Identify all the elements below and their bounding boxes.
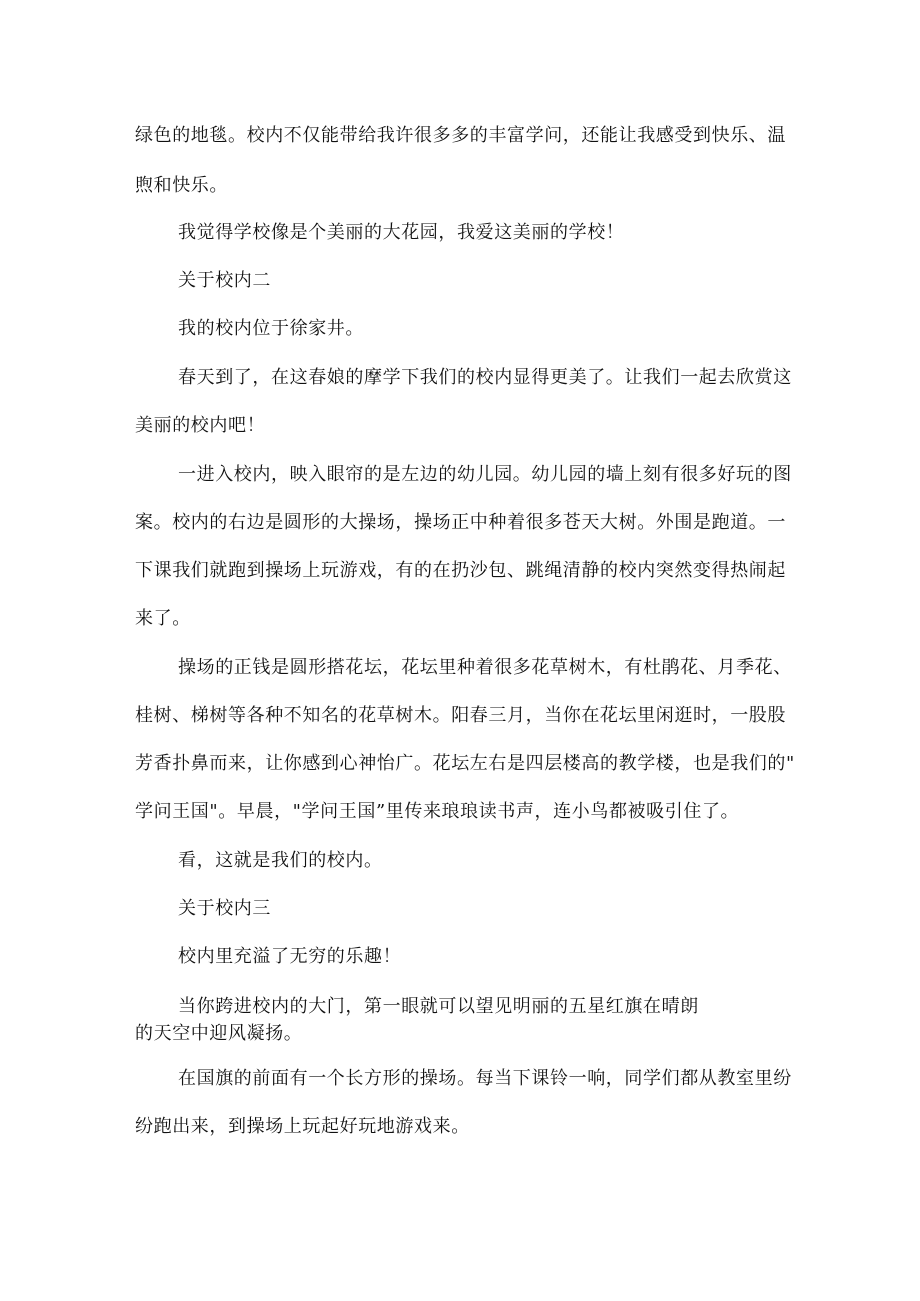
text-line: 一进入校内，映入眼帘的是左边的幼儿园。幼儿园的墙上刻有很多好玩的图: [178, 464, 792, 485]
section-heading: 关于校内二: [178, 270, 271, 291]
text-line: 案。校内的右边是圆形的大操场，操场正中种着很多苍天大树。外围是跑道。一: [135, 512, 786, 533]
text-line: 春天到了，在这春娘的摩学下我们的校内显得更美了。让我们一起去欣赏这: [178, 367, 792, 388]
text-line: 煦和快乐。: [135, 175, 228, 196]
text-line: 桂树、梯树等各种不知名的花草树木。阳春三月，当你在花坛里闲逛时，一股股: [135, 705, 786, 726]
section-heading: 关于校内三: [178, 898, 271, 919]
text-line: 美丽的校内吧！: [135, 415, 266, 436]
text-line: 绿色的地毯。校内不仅能带给我许很多多的丰富学问，还能让我感受到快乐、温: [135, 125, 786, 146]
text-line: 在国旗的前面有一个长方形的操场。每当下课铃一响，同学们都从教室里纷: [178, 1068, 792, 1089]
text-line: 校内里充溢了无穷的乐趣！: [178, 946, 402, 967]
text-line: 来了。: [135, 608, 191, 629]
text-line: 我觉得学校像是个美丽的大花园，我爱这美丽的学校！: [178, 222, 625, 243]
text-line: 纷跑出来，到操场上玩起好玩地游戏来。: [135, 1116, 470, 1137]
text-line: 下课我们就跑到操场上玩游戏，有的在扔沙包、跳绳清静的校内突然变得热闹起: [135, 560, 786, 581]
text-line: 当你跨进校内的大门，第一眼就可以望见明丽的五星红旗在晴朗: [178, 996, 699, 1017]
text-line: 芳香扑鼻而来，让你感到心神怡广。花坛左右是四层楼高的教学楼，也是我们的": [135, 753, 795, 774]
text-line: 的天空中迎风凝扬。: [135, 1023, 303, 1044]
text-line: 看，这就是我们的校内。: [178, 850, 383, 871]
text-line: 学问王国"。早晨，"学问王国”里传来琅琅读书声，连小鸟都被吸引住了。: [135, 801, 740, 822]
text-line: 我的校内位于徐家井。: [178, 318, 364, 339]
text-line: 操场的正钱是圆形搭花坛，花坛里种着很多花草树木，有杜鹃花、月季花、: [178, 657, 792, 678]
